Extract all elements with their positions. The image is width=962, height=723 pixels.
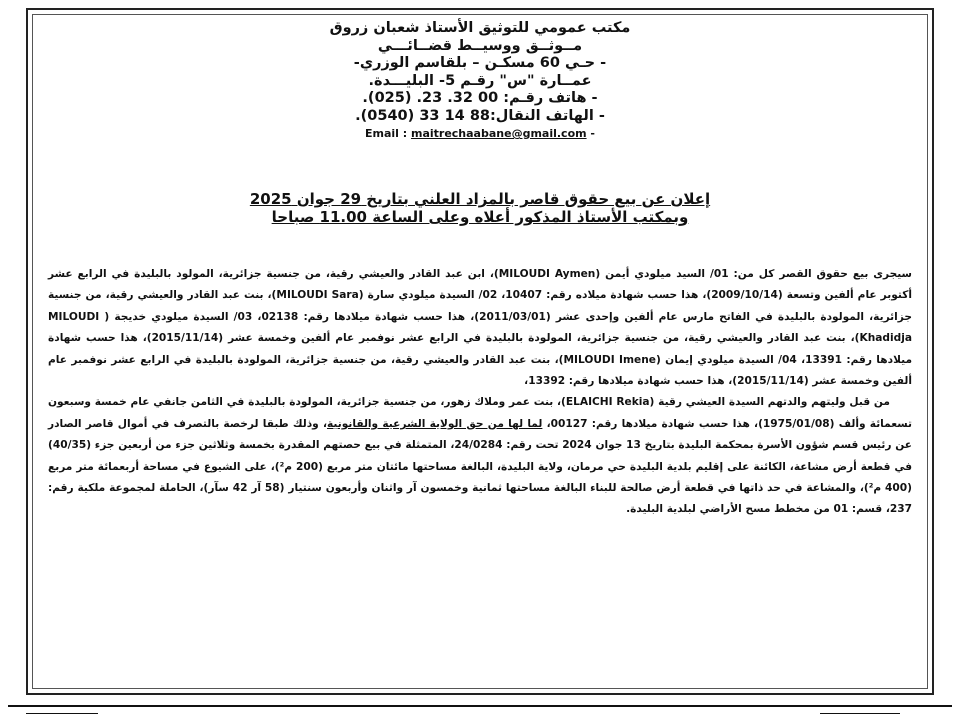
bottom-rule [8, 705, 952, 707]
email-suffix: - [586, 127, 595, 140]
paragraph-guardian-part-2: ، وذلك طبقا لرخصة بالتصرف في أموال قاصر الصادر عن رئيس قسم شؤون الأسرة بمحكمة البليدة بتاريخ 13 جوان 2024 تحت رقم: 24/0284، المتمثلة في بيع حصتهم المقدرة بخمسة وثلاثين جزء من أربعين جزء (40/35) في قطعة أرض مشاعة، الكائنة على إقليم بلدية البليدة حي مرمان، ولاية البليدة، البالغة مساحتها مائتان متر مربع (200 م²)، على الشيوع في مساحة أربعمائة متر مربع (400 م²)، والمشاعة في حد ذاتها في قطعة أرض صالحة للبناء البالغة مساحتها ثمانية وخمسون آر واثنان وأربعون سنتيار (58 آر 42 سآر)، الحاملة لمجموعة ملكية رقم: 237، قسم: 01 من مخطط مسح الأراضي لبلدية البليدة. [48, 417, 913, 516]
paragraph-guardian-sale [48, 392, 912, 520]
announcement-body [48, 264, 912, 521]
email-label: Email : [364, 127, 411, 140]
email-link[interactable]: maitrechaabane@gmail.com [410, 127, 587, 140]
office-email [28, 125, 932, 143]
office-name: مكتب عمومي للتوثيق الأستاذ شعبان زروق [329, 20, 631, 36]
office-address-line: - حـي 60 مسكـن – بلقاسم الوزري- [353, 55, 607, 71]
title-line-2: وبمكتب الأستاذ المذكور أعلاه وعلى الساعة 11.00 صباحا [271, 208, 689, 226]
document-frame [26, 8, 934, 695]
paragraph-guardian-part-1: من قبل وليتهم والدتهم السيدة العيشي رقية (ELAICHI Rekia)، بنت عمر وملاك زهور، من جنسية جزائرية، المولودة بالبليدة في الثامن جانفي عام خمسة وسبعون تسعمائة وألف (1975/01/08)، هذا حسب شهادة ميلادها رقم: 00127، [48, 396, 912, 430]
bottom-mark-right [820, 713, 900, 714]
office-mobile: - الهاتف النقال:88 14 33 (0540). [355, 107, 605, 124]
office-profession: مــوثــق ووسيــط قضــائـــي [377, 37, 583, 54]
office-phone: - هاتف رقـم: 00 32. 23. (025). [362, 90, 598, 106]
guardianship-clause: لما لها من حق الولاية الشرعية والقانونية [327, 417, 543, 430]
office-letterhead [28, 20, 932, 143]
announcement-title [28, 190, 932, 226]
paragraph-minors: سيجرى بيع حقوق القصر كل من: 01/ السيد ميلودي أيمن (MILOUDI Aymen)، ابن عبد القادر والعيشي رقية، من جنسية جزائرية، المولود بالبليدة في الرابع عشر أكتوبر عام ألفين وتسعة (2009/10/14)، هذا حسب شهادة ميلاده رقم: 10407، 02/ السيدة ميلودي سارة (MILOUDI Sara)، بنت عبد القادر والعيشي رقية، من جنسية جزائرية، المولودة بالبليدة في الفاتح مارس عام ألفين وإحدى عشر (2011/03/01)، هذا حسب شهادة ميلادها رقم: 02138، 03/ السيدة ميلودي خديجة ( MILOUDI Khadidja)، بنت عبد القادر والعيشي رقية، من جنسية جزائرية، المولودة بالبليدة في الرابع عشر نوفمبر عام ألفين وخمسة عشر (2015/11/14)، هذا حسب شهادة ميلادها رقم: 13391، 04/ السيدة ميلودي إيمان (MILOUDI Imene)، بنت عبد القادر والعيشي رقية، من جنسية جزائرية، المولودة بالبليدة في الرابع عشر نوفمبر عام ألفين وخمسة عشر (2015/11/14)، هذا حسب شهادة ميلادها رقم: 13392، [48, 268, 913, 388]
title-line-1: إعلان عن بيع حقوق قاصر بالمزاد العلني بتاريخ 29 جوان 2025 [249, 190, 711, 208]
bottom-mark-left [26, 713, 98, 714]
office-building-line: عمــارة "س" رقـم 5- البليـــدة. [368, 72, 592, 89]
